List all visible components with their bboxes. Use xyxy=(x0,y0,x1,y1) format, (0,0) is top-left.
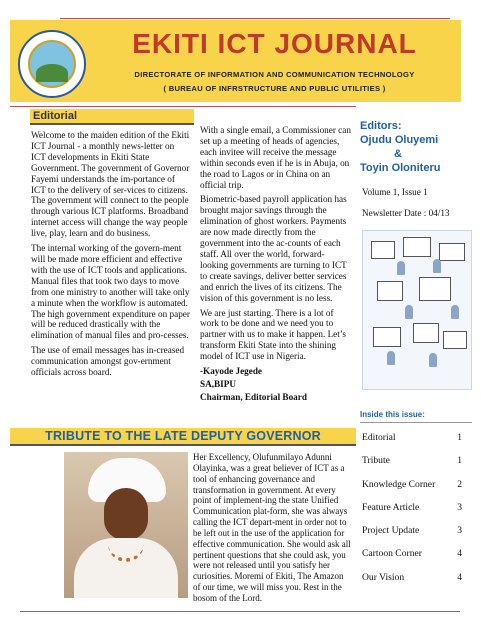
editorial-paragraph: Welcome to the maiden edition of the Ekiti ICT Journal - a monthly news-letter on ICT developments in Ekiti State Government. The government of Governor Fayemi understands the im-portance of ICT to the delivery of ser-vices to citizens. The government will connect to the people through various ICT platforms. Broadband internet access will change the way people live, play, learn and do business. xyxy=(31,130,190,239)
toc-page: 1 xyxy=(457,432,462,443)
toc-page: 4 xyxy=(457,548,462,560)
header-rule xyxy=(10,106,356,107)
toc-entry[interactable] xyxy=(362,525,462,548)
volume-issue: Volume 1, Issue 1 xyxy=(362,187,428,197)
signature-role: Chairman, Editorial Board xyxy=(200,391,307,402)
toc-entry[interactable] xyxy=(362,455,462,478)
deputy-governor-portrait xyxy=(64,452,188,598)
editorial-paragraph: The use of email messages has in-creased communication amongst gov-ernment officials across board. xyxy=(31,345,185,378)
inside-issue-heading: Inside this issue: xyxy=(360,410,472,423)
bottom-rule xyxy=(20,611,460,612)
toc-entry[interactable] xyxy=(362,548,462,571)
directorate-line: DIRECTORATE OF INFORMATION AND COMMUNICATION TECHNOLOGY xyxy=(134,70,415,79)
toc-title: Our Vision xyxy=(362,571,405,583)
toc-title: Editorial xyxy=(362,432,396,443)
toc-entry[interactable] xyxy=(362,502,462,525)
table-of-contents xyxy=(362,432,462,595)
editor-name: Ojudu Oluyemi xyxy=(360,134,439,146)
toc-page: 4 xyxy=(457,571,462,583)
tribute-heading: TRIBUTE TO THE LATE DEPUTY GOVERNOR xyxy=(10,428,356,446)
newsletter-date: Newsletter Date : 04/13 xyxy=(362,208,450,218)
editorial-column-2 xyxy=(200,125,352,403)
toc-page: 2 xyxy=(457,478,462,490)
editors-label: Editors: xyxy=(360,120,402,132)
editorial-heading: Editorial xyxy=(30,109,194,125)
bureau-line: ( BUREAU OF INFRSTRUCTURE AND PUBLIC UTILITIES ) xyxy=(163,84,386,93)
editorial-column-1 xyxy=(31,130,191,382)
journal-title: EKITI ICT JOURNAL xyxy=(132,28,417,59)
toc-page: 1 xyxy=(457,455,462,467)
ict-illustration xyxy=(362,230,472,390)
toc-page: 3 xyxy=(457,501,462,513)
toc-entry[interactable] xyxy=(362,432,462,455)
top-rule xyxy=(60,18,450,19)
toc-title: Project Update xyxy=(362,525,420,537)
editors-block xyxy=(360,119,470,175)
state-seal-logo xyxy=(18,30,86,98)
toc-page: 3 xyxy=(457,525,462,537)
editor-name: Toyin Oloniteru xyxy=(360,162,441,174)
editorial-paragraph: The internal working of the govern-ment will be made more efficient and effective with the use of ICT tools and applications. Manual files that took two days to move from one ministry to another will take only a minute when the workflow is automated. The high government expenditure on paper will be reduced drastically with the elimination of manual files and pro-cesses. xyxy=(31,243,190,341)
signature-name: -Kayode Jegede xyxy=(200,366,263,377)
toc-title: Cartoon Corner xyxy=(362,548,422,560)
editorial-paragraph: With a single email, a Commissioner can set up a meeting of heads of agencies, each invitee will receive the message within seconds even if he is in Abuja, on the road to Lagos or in China on an official trip. xyxy=(200,125,351,190)
toc-title: Tribute xyxy=(362,455,390,467)
editorial-paragraph: Biometric-based payroll application has brought major savings through the elimination of ghost workers. Payments are now made directly from the government into the ac-counts of each staff. All over the world, forward-looking governments are turning to ICT to create savings, deliver better services and enrich the lives of its citizens. The vision of this government is no less. xyxy=(200,194,347,303)
toc-title: Feature Article xyxy=(362,501,420,513)
editors-ampersand: & xyxy=(394,148,402,160)
editorial-paragraph: We are just starting. There is a lot of work to be done and we need you to partner with us to make it happen. Let’s transform Ekiti State into the shining model of ICT use in Nigeria. xyxy=(200,307,346,362)
toc-entry[interactable] xyxy=(362,572,462,595)
toc-entry[interactable] xyxy=(362,479,462,502)
toc-title: Knowledge Corner xyxy=(362,478,436,490)
tribute-text: Her Excellency, Olufunmilayo Adunni Olayinka, was a great believer of ICT as a tool of enhancing governance and transformation in government. At every point of implement-ing the state Unified Communication plat-form, she was always calling the ICT depart-ment in order not to be left out in the use of the application for effective communication. She would ask all pertinent questions that she could ask, you were not released until you satisfy her curiosities. Moremi of Ekiti, The Amazon of our time, we will miss you. Rest in the bosom of the Lord. xyxy=(193,452,351,603)
signature-title: SA,BIPU xyxy=(200,378,236,389)
